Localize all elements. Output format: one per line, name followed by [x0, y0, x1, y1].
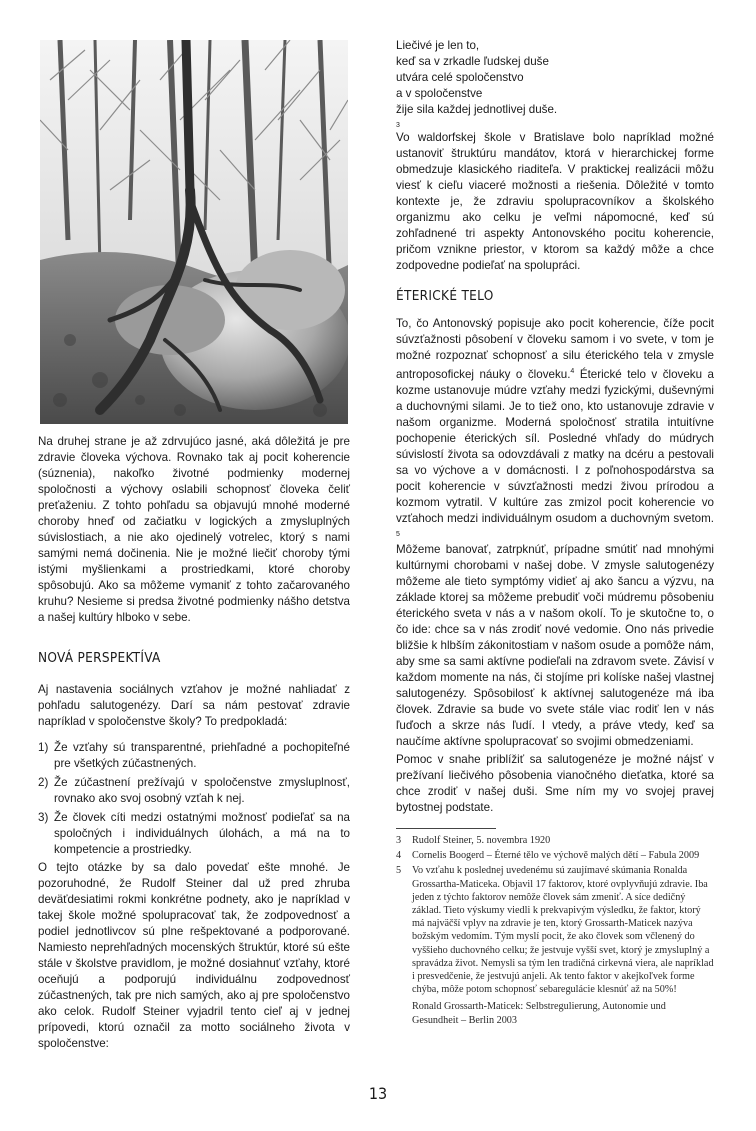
- paragraph-text: To, čo Antonovský popisuje ako pocit koherencie, číže pocit súvzťažnosti pôsobení v človeku samom i vo svete, v tom je možné rozpoznať schopnosť a silu éterického tela v zmysle antroposofickej náuky o človeku.: [396, 317, 714, 381]
- salutogenesis-paragraph: Môžeme banovať, zatrpknúť, prípadne smútiť nad mnohými kultúrnymi chorobami v našej dobe. V zmysle salutogenézy môžeme ale tieto symptómy vidieť aj ako šancu a výzvu, na základe ktorej sa môžeme prebudiť voči múdremu pôsobeniu éterického sveta v nás a v našom okolí. To je skutočne to, o čo ide: chce sa v nás zrodiť nové vedomie. Ono nás privedie bližšie k hlbším zákonitostiam v našom osude a pomôže nám, aby sme sa sami aktívne podieľali na zdravom svete. Závisí v každom momente na nás, či stojíme pri kolíske našej vlastnej salutogenézy. Spôsobilosť k aktívnej salutogenéze má iba človek. Zdravie sa bude vo svete stále viac rodiť len v nás ľuďoch a skrze nás ľudí. I vtedy, a práve vtedy, keď sa naučíme aktívne spolupracovať so svojimi obmedzeniami.: [396, 543, 714, 748]
- footnote-4: [396, 849, 714, 862]
- poem-line: Liečivé je len to,: [396, 39, 480, 52]
- section-heading-nova-perspektiva: NOVÁ PERSPEKTÍVA: [38, 650, 161, 666]
- poem-line: keď sa v zrkadle ľudskej duše: [396, 55, 549, 68]
- list-item: [38, 775, 350, 807]
- footnote-text: Rudolf Steiner, 5. novembra 1920: [412, 835, 551, 846]
- footnote-source: Ronald Grossarth-Maticek: Selbstregulierung, Autonomie und Gesundheit – Berlin 2003: [412, 1001, 666, 1026]
- footnote-number: 5: [396, 865, 402, 877]
- footnote-text: Vo vzťahu k poslednej uvedenému sú zaujímavé skúmania Ronalda Grossartha-Maticeka. Objavil 17 faktorov, ktoré ovplyvňujú zdravie. Iba jeden z týchto faktorov nemôže človek sám zmeniť. A síce dedičný základ. Tieto výskumy viedli k prekvapivým výsledku, že faktor, ktorý má najväčší vplyv na zdravie je ten, ktorý Grossarth-Maticek nazýva božským vedomím. Tým myslí pocit, že ako človek som včlenený do vyššieho duchovného celku; že jestvuje vyšší svet, ktorý je zmysluplný a spravádza život. Nemysli sa tým len tradičná cirkevná viera, ale napríklad i presvedčenie, že jestvujú anjeli. Ak tento faktor v akejkoľvek forme chýba, môže potom schopnosť sebaregulácie klesnúť až na 50%!: [412, 865, 714, 996]
- poem-line: utvára celé spoločenstvo: [396, 71, 524, 84]
- christmas-child-paragraph: Pomoc v snahe priblížiť sa salutogenéze je možné nájsť v prežívaní liečivého pôsobenia vianočného dieťatka, ktoré sa chce zrodiť v našej duši. Sme ním my vo svojej pravej bytostnej podstate.: [396, 753, 714, 814]
- footnote-divider: [396, 828, 496, 829]
- conditions-list: [38, 740, 350, 858]
- footnote-text: Cornelis Boogerd – Éterné tělo ve výchově malých dětí – Fabula 2009: [412, 850, 700, 862]
- list-item-number: 2): [38, 776, 49, 789]
- footnote-ref: 4: [570, 368, 575, 375]
- footnote-number: 4: [396, 850, 402, 862]
- footnotes: [396, 834, 714, 1027]
- list-item: [38, 810, 350, 858]
- footnote-5: [396, 864, 714, 996]
- poem-line: a v spoločenstve: [396, 87, 483, 100]
- list-item: [38, 740, 350, 772]
- list-item-text: Že človek cíti medzi ostatnými možnosť podieľať sa na spoločných i individuálnych úlohách, a má na to kompetencie a prostriedky.: [54, 811, 350, 856]
- perspective-paragraph: Aj nastavenia sociálnych vzťahov je možné nahliadať z pohľadu salutogenézy. Darí sa nám pestovať zdravie napríklad v spoločenstve školy? To predpokladá:: [38, 683, 350, 728]
- section-heading-etericke-telo: ÉTERICKÉ TELO: [396, 288, 494, 304]
- steiner-motto-poem: [396, 38, 714, 137]
- footnote-ref: 5: [396, 530, 400, 538]
- poem-line-text: žije sila každej jednotlivej duše.: [396, 103, 558, 116]
- list-item-number: 1): [38, 741, 49, 754]
- steiner-paragraph: O tejto otázke by sa dalo povedať ešte mnohé. Je pozoruhodné, že Rudolf Steiner dal už pred zhruba deväťdesiatimi rokmi konkrétne podnety, ako je napríklad v takej škole možné spolupracovať tak, že zodpovednosť a podiel jednotlivcov sú plne rešpektované a podporované. Namiesto neprehľadných mocenských štruktúr, ktoré sú ešte stále v školstve pravidlom, je možné dosiahnuť vzťahy, ktoré oceňujú a podporujú individuálnu zodpovednosť zúčastnených, tak pre nich samých, ako aj pre spoločenstvo ako celok. Rudolf Steiner vyjadril tento cieľ aj v jednej prípovedi, ktorú označil za motto sociálneho života v spoločenstve:: [38, 861, 350, 1050]
- list-item-text: Že vzťahy sú transparentné, priehľadné a pochopiteľné pre všetkých zúčastnených.: [54, 741, 350, 770]
- paragraph-text: Éterické telo v človeku a kozme ustanovuje múdre vzťahy medzi fyzickými, duševnými a duchovnými silami. Je to tiež ono, kto ustanovuje zdravie v našom organizme. Moderná spoločnosť stratila intuitívne pochopenie éterických síl. Posledné vhľady do múdrych súvislostí života sa odovzdávali z matky na dcéru a pestovali sa vo výchove a v domácnosti. I z poľnohospodárstva sa pocit koherencie v súvzťažnosti medzi živou prírodou a kozmom vytratil. V kultúre zas zmizol pocit koherencie vo vzťahoch medzi individuálnym osudom a duchovným svetom.: [396, 367, 714, 525]
- waldorf-paragraph: Vo waldorfskej škole v Bratislave bolo napríklad možné ustanoviť štruktúru mandátov, ktorá v hierarchickej forme obmedzuje klasického riaditeľa. V praktickej realizácii môžu viesť k cieľu viaceré možnosti a riešenia. Dôležité v tomto kontexte je, že zdraviu spolupracovníkov a školského organizmu ako celku je veľmi nápomocné, keď sú zohľadnené tri aspekty Antonovského pocitu koherencie, pričom vznikne priestor, v ktorom sa každý môže a chce zodpovedne podieľať na spolupráci.: [396, 131, 714, 272]
- page-number: 13: [368, 1084, 388, 1103]
- list-item-text: Že zúčastnení prežívajú v spoločenstve zmysluplnosť, rovnako ako svoj osobný vzťah k nej.: [54, 776, 350, 805]
- list-item-number: 3): [38, 811, 49, 824]
- footnote-3: [396, 834, 714, 847]
- intro-paragraph: Na druhej strane je až zdrvujúco jasné, aká dôležitá je pre zdravie človeka výchova. Rovnako tak aj pocit koherencie (súznenia), nakoľko životné podmienky modernej spoločnosti a výchovy oslabili schopnosť človeka čeliť preťaženiu. Z tohto pohľadu sa objavujú mnohé moderné choroby hneď od začiatku v logických a zmysluplných súvislostiach, a nie ako ojedinelý votrelec, ktorý s nami samými nemá dočinenia. Nie je možné liečiť choroby tými istými myšlienkami a prostriedkami, ktoré choroby spôsobujú. Ako sa môžeme vymaniť z tohto začarovaného kruhu? Nesieme si predsa životné podmienky nášho detstva a našej kultúry hlboko v sebe.: [38, 435, 350, 624]
- footnote-number: 3: [396, 835, 402, 846]
- etheric-body-paragraph: [396, 316, 714, 546]
- tree-roots-over-boulder-photo: [40, 40, 348, 424]
- footnote-ref: 3: [396, 122, 400, 129]
